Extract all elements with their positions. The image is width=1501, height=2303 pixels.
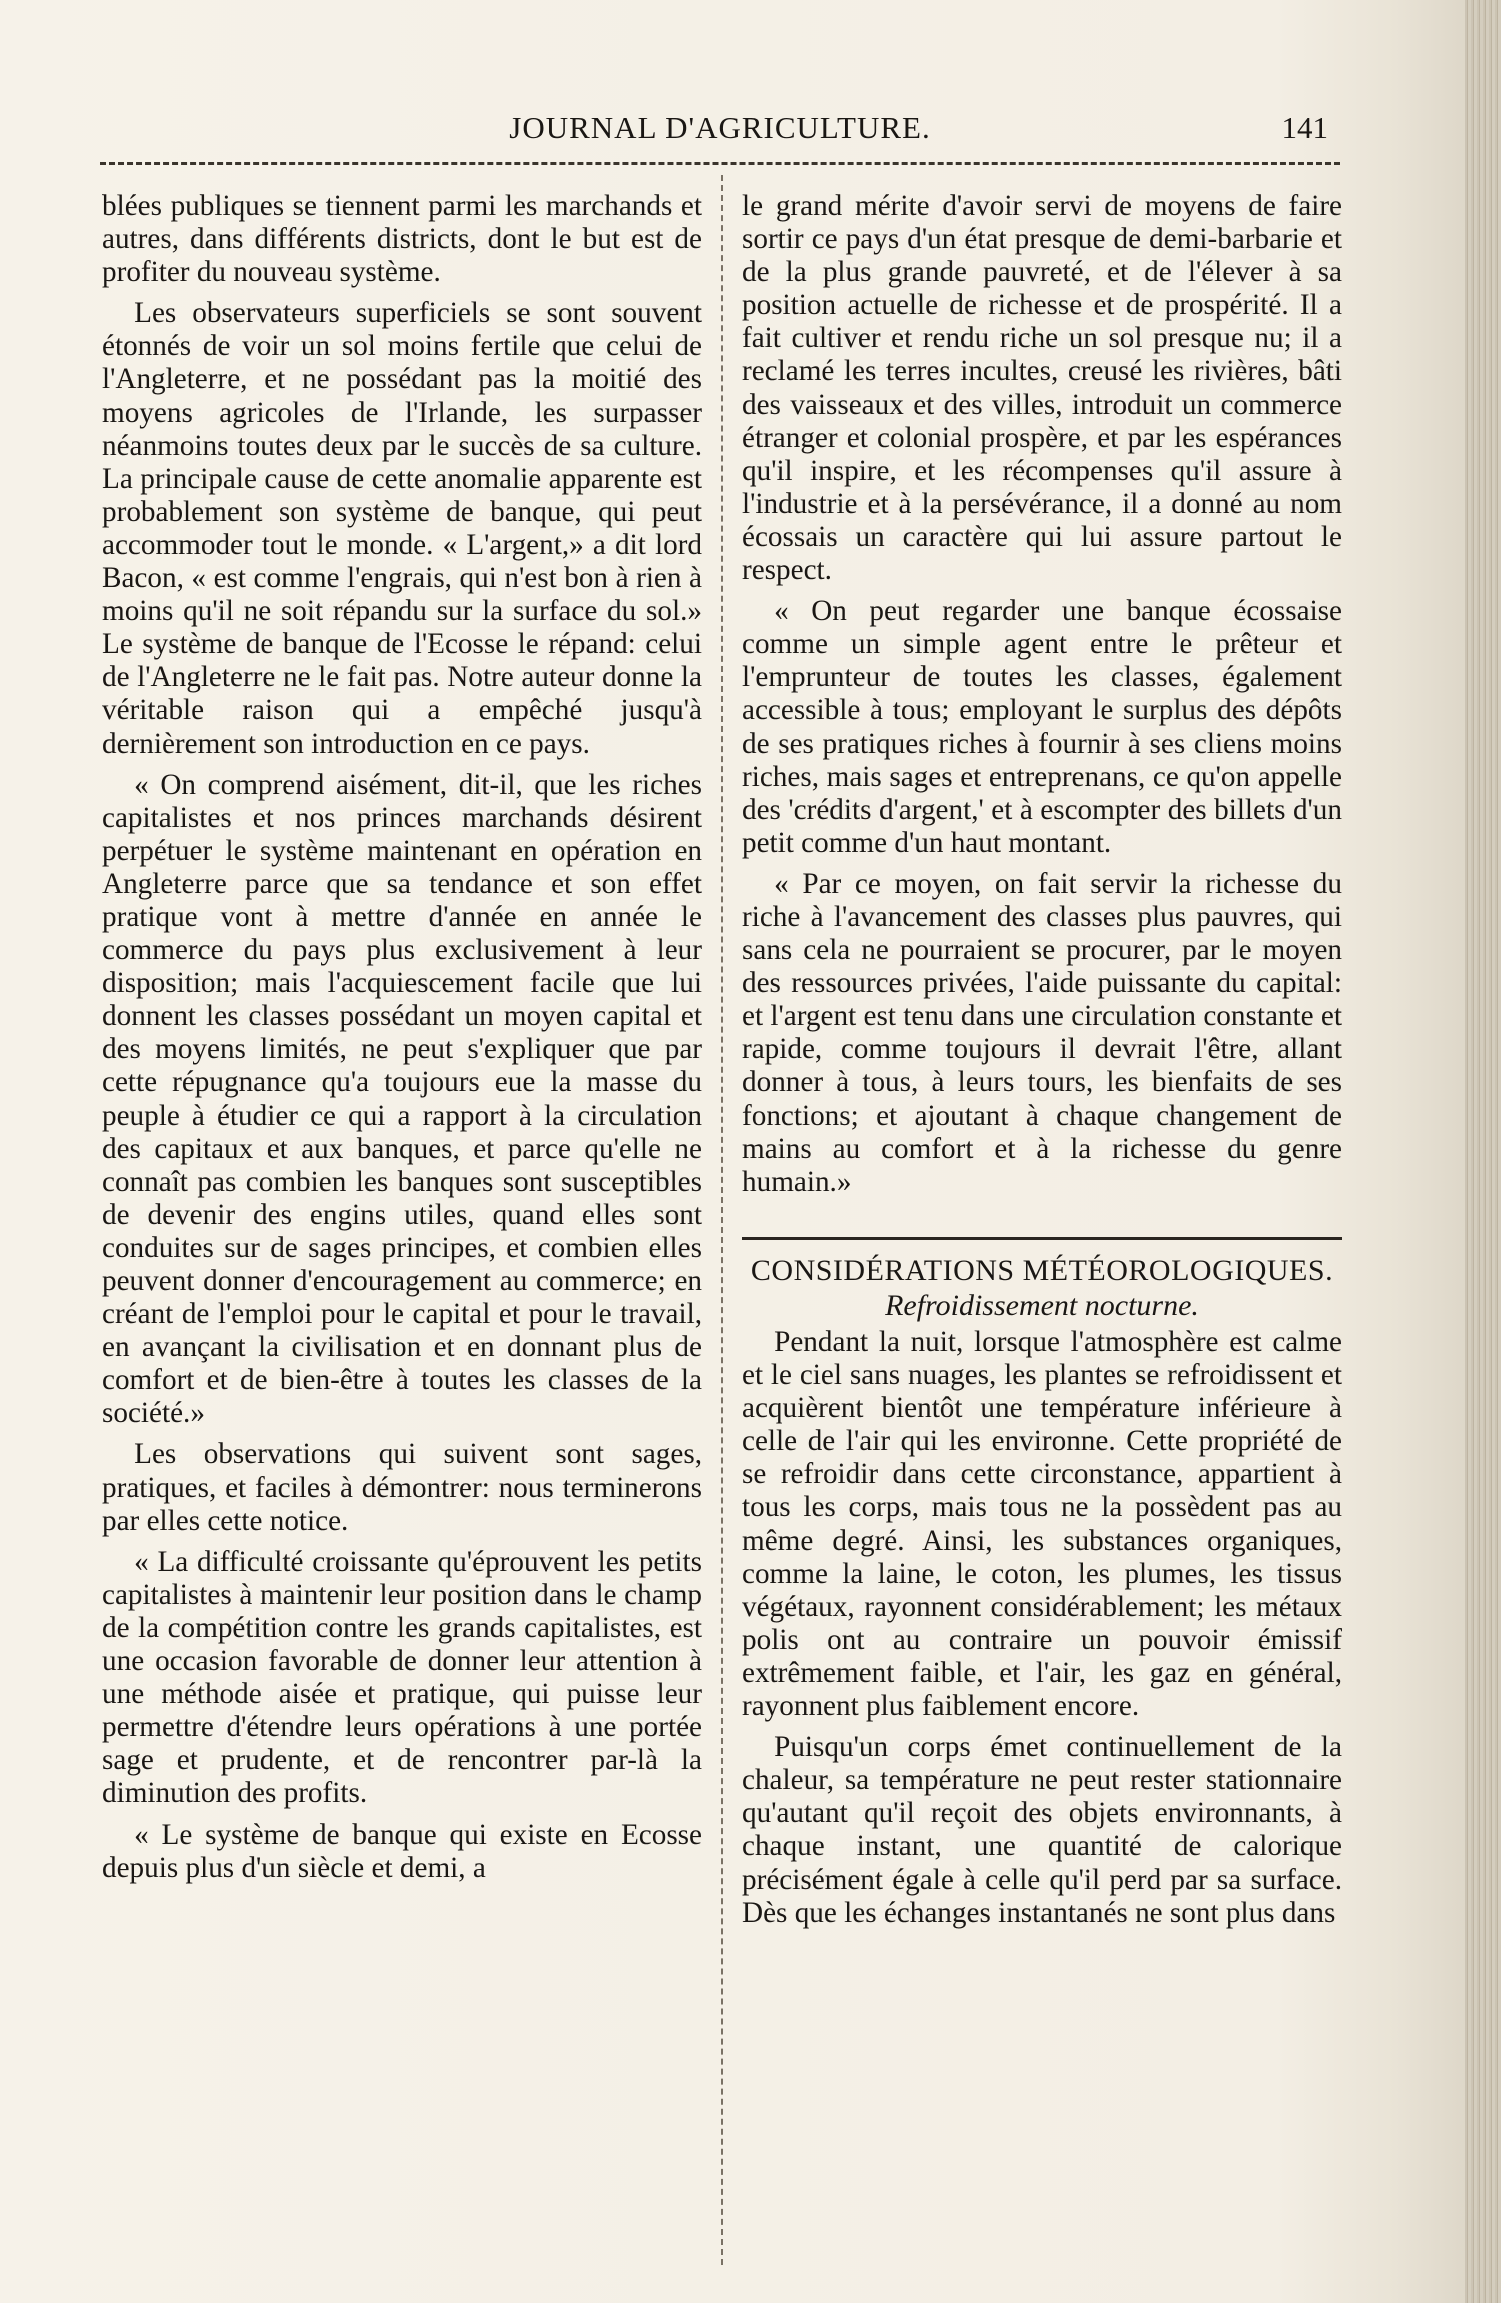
paragraph: Pendant la nuit, lorsque l'atmosphère est calme et le ciel sans nuages, les plantes se refroidissent et acquièrent bientôt une température inférieure à celle de l'air qui les environne. Cette propriété de se refroidir dans cette circonstance, appartient à tous les corps, mais tous ne la possèdent pas au même degré. Ainsi, les substances organiques, comme la laine, le coton, les plumes, les tissus végétaux, rayonnent considérablement; les métaux polis ont au contraire un pouvoir émissif extrêmement faible, et l'air, les gaz en général, rayonnent plus faiblement encore. <box>742 1326 1342 1723</box>
paragraph: Les observateurs superficiels se sont souvent étonnés de voir un sol moins fertile que celui de l'Angleterre, et ne possédant pas la moitié des moyens agricoles de l'Irlande, les surpasser néanmoins toutes deux par le succès de sa culture. La principale cause de cette anomalie apparente est probablement son système de banque, qui peut accommoder tout le monde. « L'argent,» a dit lord Bacon, « est comme l'engrais, qui n'est bon à rien à moins qu'il ne soit répandu sur la surface du sol.» Le système de banque de l'Ecosse le répand: celui de l'Angleterre ne le fait pas. Notre auteur donne la véritable raison qui a empêché jusqu'à dernièrement son introduction en ce pays. <box>102 297 702 760</box>
page-header <box>100 108 1340 152</box>
paragraph: « La difficulté croissante qu'éprouvent les petits capitalistes à maintenir leur position dans le champ de la compétition contre les grands capitalistes, est une occasion favorable de donner leur attention à une méthode aisée et pratique, qui puisse leur permettre d'étendre leurs opérations à une portée sage et prudente, et de rencontrer par-là la diminution des profits. <box>102 1545 702 1810</box>
page-number: 141 <box>1281 110 1328 145</box>
paragraph: « Le système de banque qui existe en Ecosse depuis plus d'un siècle et demi, a <box>102 1818 702 1884</box>
left-column <box>102 190 702 1893</box>
section-subtitle: Refroidissement nocturne. <box>885 1288 1199 1322</box>
section-rule <box>742 1237 1342 1240</box>
running-title: JOURNAL D'AGRICULTURE. <box>509 110 931 145</box>
binding-edge <box>1465 0 1501 2303</box>
section-title: CONSIDÉRATIONS MÉTÉOROLOGIQUES. <box>750 1253 1334 1287</box>
paragraph: « On peut regarder une banque écossaise comme un simple agent entre le prêteur et l'emprunteur de toutes les classes, également accessible à tous; employant le surplus des dépôts de ses pratiques riches à fournir à ses cliens moins riches, mais sages et entreprenans, ce qu'on appelle des 'crédits d'argent,' et à escompter des billets d'un petit comme d'un haut montant. <box>742 595 1342 859</box>
right-column <box>742 190 1342 1938</box>
paragraph: Les observations qui suivent sont sages, pratiques, et faciles à démontrer: nous terminerons par elles cette notice. <box>102 1438 702 1537</box>
paragraph: Puisqu'un corps émet continuellement de la chaleur, sa température ne peut rester stationnaire qu'autant qu'il reçoit des objets environnants, à chaque instant, une quantité de calorique précisément égale à celle qu'il perd par sa surface. Dès que les échanges instantanés ne sont plus dans <box>742 1731 1342 1929</box>
paragraph: blées publiques se tiennent parmi les marchands et autres, dans différents districts, dont le but est de profiter du nouveau système. <box>102 190 702 289</box>
header-rule <box>100 162 1340 165</box>
paragraph: « On comprend aisément, dit-il, que les riches capitalistes et nos princes marchands désirent perpétuer le système maintenant en opération en Angleterre parce que sa tendance et son effet pratique vont à mettre d'année en année le commerce du pays plus exclusivement à leur disposition; mais l'acquiescement facile que lui donnent les classes possédant un moyen capital et des moyens limités, ne peut s'expliquer que par cette répugnance qu'a toujours eue la masse du peuple à étudier ce qui a rapport à la circulation des capitaux et aux banques, et parce qu'elle ne connaît pas combien les banques sont susceptibles de devenir des engins utiles, quand elles sont conduites sur de sages principes, et combien elles peuvent donner d'encouragement au commerce; en créant de l'emploi pour le capital et pour le travail, en avançant la civilisation et en donnant plus de comfort et de bien-être à toutes les classes de la société.» <box>102 768 702 1430</box>
paragraph: « Par ce moyen, on fait servir la richesse du riche à l'avancement des classes plus pauvres, qui sans cela ne pourraient se procurer, par le moyen des ressources privées, l'aide puissante du capital: et l'argent est tenu dans une circulation constante et rapide, comme toujours il devrait l'être, allant donner à tous, à leurs tours, les bienfaits de ses fonctions; et ajoutant à chaque changement de mains au comfort et à la richesse du genre humain.» <box>742 867 1342 1198</box>
column-divider <box>721 175 723 2265</box>
paragraph: le grand mérite d'avoir servi de moyens de faire sortir ce pays d'un état presque de demi-barbarie et de la plus grande pauvreté, et de l'élever à sa position actuelle de richesse et de prospérité. Il a fait cultiver et rendu riche un sol presque nu; il a reclamé les terres incultes, creusé les rivières, bâti des vaisseaux et des villes, introduit un commerce étranger et colonial prospère, et par les espérances qu'il inspire, et les récompenses qu'il assure à l'industrie et à la persévérance, il a donné au nom écossais un caractère qui lui assure partout le respect. <box>742 190 1342 587</box>
